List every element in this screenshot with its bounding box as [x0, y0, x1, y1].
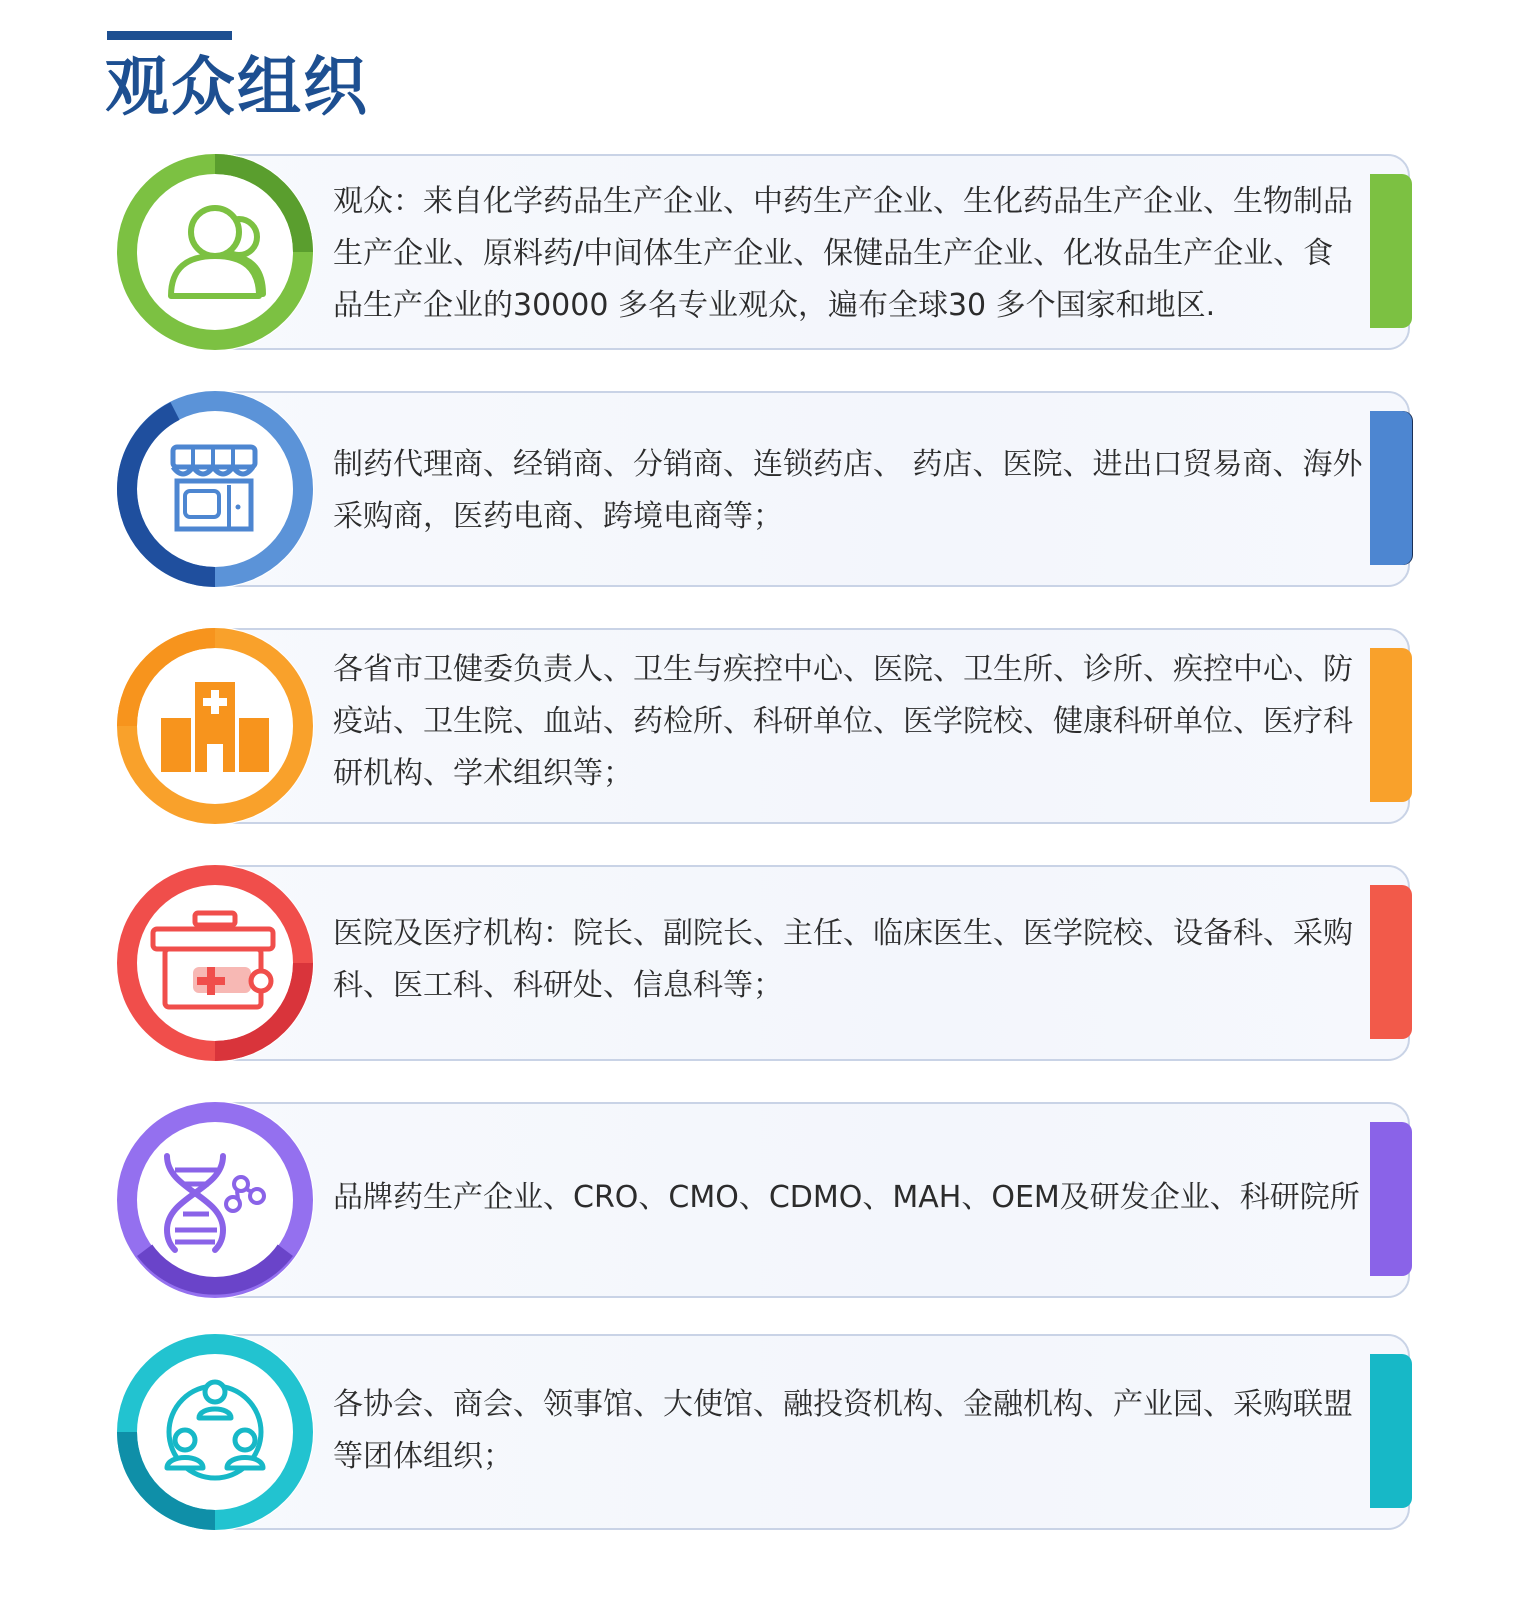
card-accent-bar	[1370, 885, 1412, 1039]
medical-kit-icon	[115, 863, 315, 1063]
card-accent-bar	[1370, 1122, 1412, 1276]
storefront-icon	[115, 389, 315, 589]
distributor-card	[115, 389, 1415, 589]
audience-icon	[115, 152, 315, 352]
hospital-staff-description: 医院及医疗机构：院长、副院长、主任、临床医生、医学院校、设备科、采购科、医工科、科研处、信息科等；	[333, 916, 1353, 1003]
health-authority-description: 各省市卫健委负责人、卫生与疾控中心、医院、卫生所、诊所、疾控中心、防疫站、卫生院、血站、药检所、科研单位、医学院校、健康科研单位、医疗科研机构、学术组织等；	[333, 652, 1353, 791]
dna-icon	[115, 1100, 315, 1300]
hospital-staff-card	[115, 863, 1415, 1063]
group-network-icon	[115, 1332, 315, 1532]
audience-description: 观众：来自化学药品生产企业、中药生产企业、生化药品生产企业、生物制品生产企业、原料药/中间体生产企业、保健品生产企业、化妆品生产企业、食品生产企业的30000 多名专业观众，遍布全球30 多个国家和地区.	[333, 184, 1353, 323]
title-underline-bar	[107, 31, 232, 40]
card-accent-bar	[1370, 1354, 1412, 1508]
card-accent-bar	[1370, 648, 1412, 802]
health-authority-card	[115, 626, 1415, 826]
distributor-description: 制药代理商、经销商、分销商、连锁药店、 药店、医院、进出口贸易商、海外采购商，医药电商、跨境电商等；	[333, 447, 1363, 534]
associations-description: 各协会、商会、领事馆、大使馆、融投资机构、金融机构、产业园、采购联盟等团体组织；	[333, 1387, 1353, 1474]
page-title: 观众组织	[105, 51, 369, 125]
card-accent-bar	[1370, 411, 1412, 565]
associations-card	[115, 1332, 1415, 1532]
pharma-rd-card	[115, 1100, 1415, 1300]
pharma-rd-description: 品牌药生产企业、CRO、CMO、CDMO、MAH、OEM及研发企业、科研院所	[333, 1180, 1360, 1215]
audience-card	[115, 152, 1415, 352]
card-accent-bar	[1370, 174, 1412, 328]
hospital-icon	[115, 626, 315, 826]
